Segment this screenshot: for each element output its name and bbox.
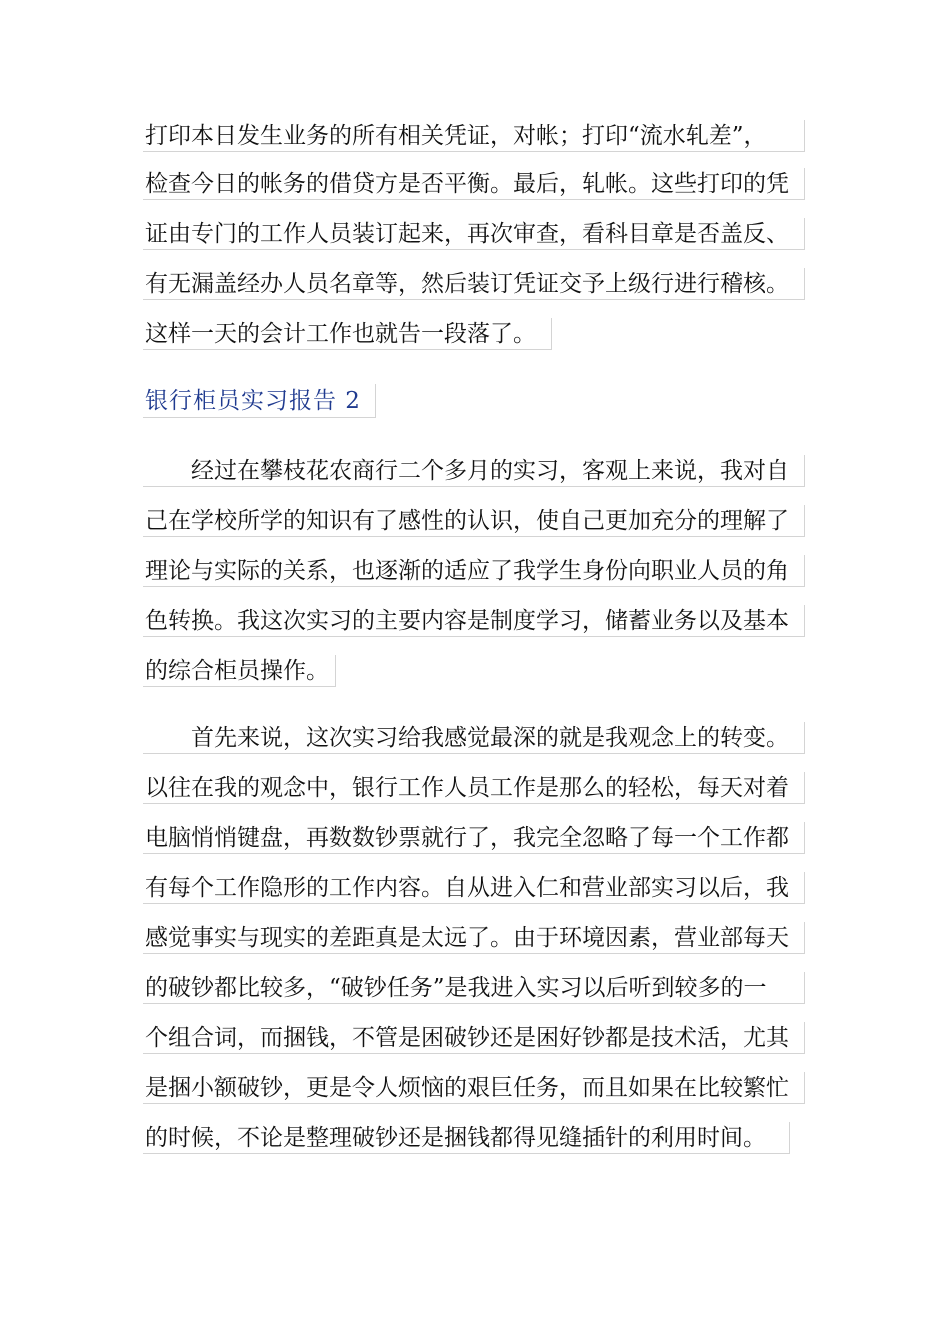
text-line: 的破钞都比较多，“破钞任务”是我进入实习以后听到较多的一: [143, 972, 805, 1004]
text-line: 是捆小额破钞，更是令人烦恼的艰巨任务，而且如果在比较繁忙: [143, 1072, 805, 1104]
text-line: 的时候，不论是整理破钞还是捆钱都得见缝插针的利用时间。: [143, 1122, 790, 1154]
text-line: 以往在我的观念中，银行工作人员工作是那么的轻松，每天对着: [143, 772, 805, 804]
section-heading: 银行柜员实习报告 2: [143, 384, 376, 418]
text-line: 色转换。我这次实习的主要内容是制度学习，储蓄业务以及基本: [143, 605, 805, 637]
text-line: 首先来说，这次实习给我感觉最深的就是我观念上的转变。: [143, 722, 805, 754]
text-line: 有每个工作隐形的工作内容。自从进入仁和营业部实习以后，我: [143, 872, 805, 904]
text-line: 证由专门的工作人员装订起来，再次审查，看科目章是否盖反、: [143, 218, 805, 250]
text-line: 理论与实际的关系，也逐渐的适应了我学生身份向职业人员的角: [143, 555, 805, 587]
text-line: 个组合词，而捆钱，不管是困破钞还是困好钞都是技术活，尤其: [143, 1022, 805, 1054]
text-line: 打印本日发生业务的所有相关凭证，对帐；打印“流水轧差”，: [143, 120, 805, 152]
text-line: 感觉事实与现实的差距真是太远了。由于环境因素，营业部每天: [143, 922, 805, 954]
text-line: 这样一天的会计工作也就告一段落了。: [143, 318, 552, 350]
text-line: 经过在攀枝花农商行二个多月的实习，客观上来说，我对自: [143, 455, 805, 487]
text-line: 电脑悄悄键盘，再数数钞票就行了，我完全忽略了每一个工作都: [143, 822, 805, 854]
text-line: 检查今日的帐务的借贷方是否平衡。最后，轧帐。这些打印的凭: [143, 168, 805, 200]
text-line: 己在学校所学的知识有了感性的认识，使自己更加充分的理解了: [143, 505, 805, 537]
text-line: 有无漏盖经办人员名章等，然后装订凭证交予上级行进行稽核。: [143, 268, 805, 300]
text-line: 的综合柜员操作。: [143, 655, 336, 687]
